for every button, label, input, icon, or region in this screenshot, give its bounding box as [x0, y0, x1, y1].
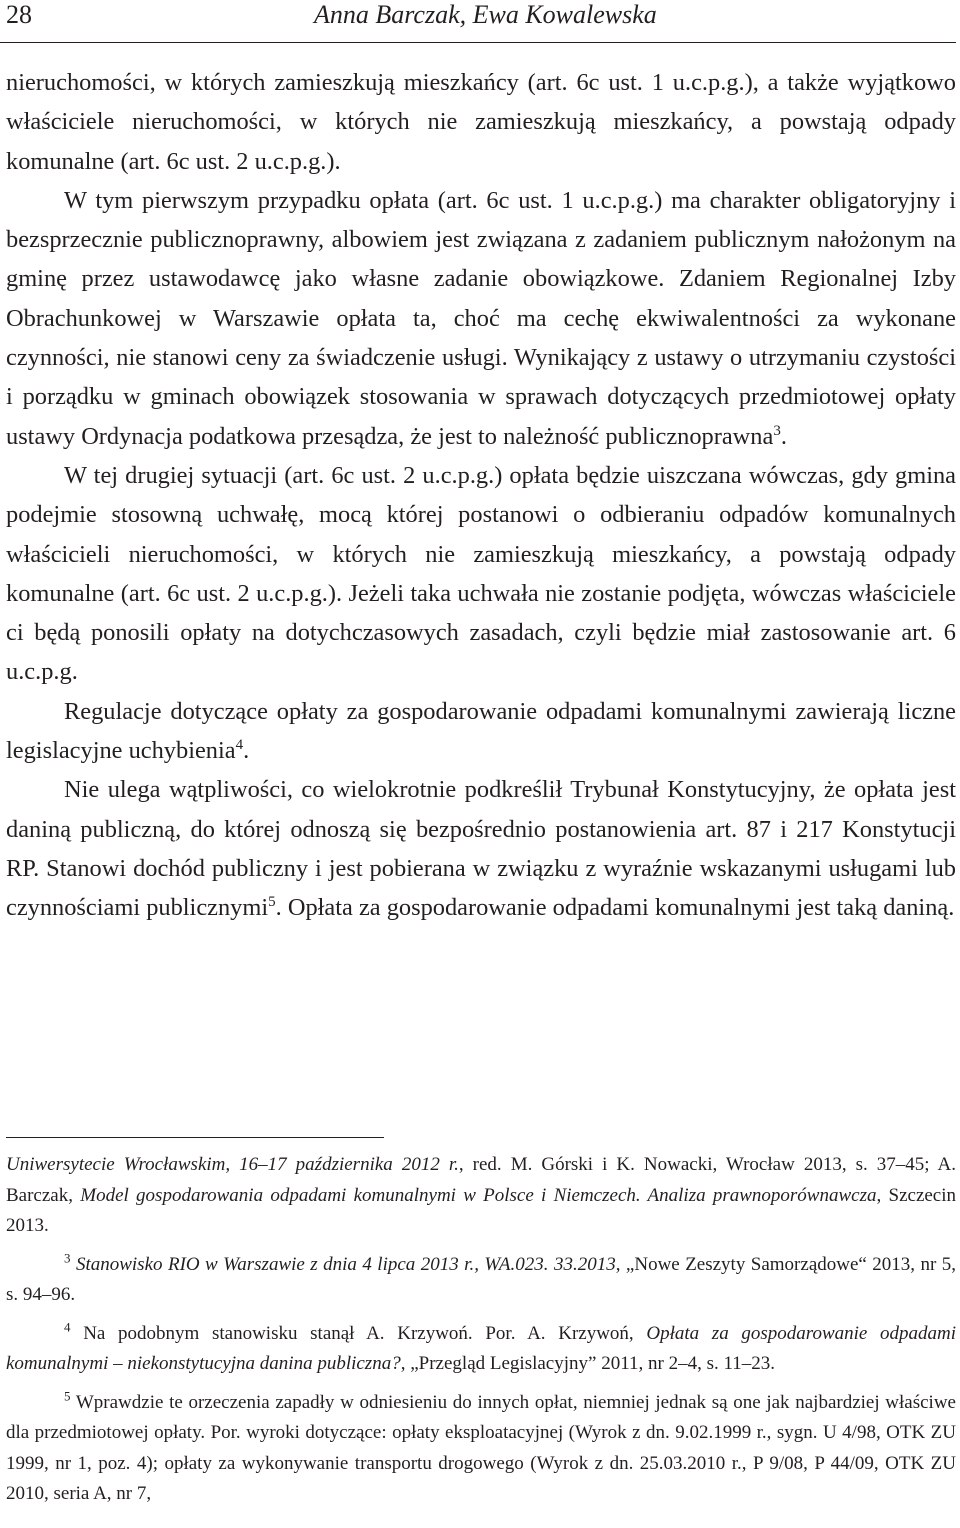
paragraph-2-text: W tym pierwszym przypadku opłata (art. 6c ust. 1 u.c.p.g.) ma charakter obligatoryjny i bezsprzecznie publicznoprawny, albowiem jest związana z zadaniem publicznym nałożonym na gminę przez ustawodawcę jako własne zadanie obowiązkowe. Zdaniem Regionalnej Izby Obrachunkowej w Warszawie opłata ta, choć ma cechę ekwiwalentności za wykonane czynności, nie stanowi ceny za świadczenie usługi. Wynikający z ustawy o utrzymaniu czystości i porządku w gminach obowiązek stosowania w sprawach dotyczących przedmiotowej opłaty ustawy Ordynacja podatkowa przesądza, że jest to należność publicznoprawna [6, 186, 956, 450]
paragraph-1-text: nieruchomości, w których zamieszkują mieszkańcy (art. 6c ust. 1 u.c.p.g.), a także wyjątkowo właściciele nieruchomości, w których nie zamieszkują mieszkańcy, a powstają odpady komunalne (art. 6c ust. 2 u.c.p.g.). [6, 69, 956, 175]
footnote-3-number: 3 [64, 1250, 71, 1266]
paragraph-5-text: Nie ulega wątpliwości, co wielokrotnie podkreślił Trybunał Konstytucyjny, że opłata jest daniną publiczną, do której odnoszą się bezpośrednio postanowienia art. 87 i 217 Konstytucji RP. Stanowi dochód publiczny i jest pobierana w związku z wyraźnie wskazanymi usługami lub czynnościami publicznymi [6, 776, 956, 922]
footnote-cont-text-2: , Szczecin 2013. [6, 1184, 957, 1236]
footnote-separator [6, 1137, 384, 1138]
paragraph-2 [6, 181, 956, 456]
footnote-3-italic: Stanowisko RIO w Warszawie z dnia 4 lipca 2013 r., WA.023. 33.2013 [75, 1253, 616, 1275]
main-text [6, 63, 956, 928]
page-number: 28 [6, 0, 32, 29]
footnote-continuation [6, 1150, 956, 1242]
footnote-4-number: 4 [64, 1319, 71, 1335]
footnote-4-italic: Opłata za gospodarowanie odpadami komunalnymi – niekonstytucyjna danina publiczna? [6, 1322, 957, 1374]
paragraph-3-text: W tej drugiej sytuacji (art. 6c ust. 2 u.c.p.g.) opłata będzie uiszczana wówczas, gdy gmina podejmie stosowną uchwałę, mocą której postanowi o odbieraniu odpadów komunalnych właścicieli nieruchomości, w których nie zamieszkują mieszkańcy, a powstają odpady komunalne (art. 6c ust. 2 u.c.p.g.). Jeżeli taka uchwała nie zostanie podjęta, wówczas właściciele ci będą ponosili opłaty na dotychczasowych zasadach, czyli będzie miał zastosowanie art. 6 u.c.p.g. [6, 461, 956, 686]
paragraph-2-end: . [780, 422, 787, 450]
footnote-5-number: 5 [64, 1388, 71, 1404]
footnotes [6, 1150, 956, 1510]
paragraph-4-text: Regulacje dotyczące opłaty za gospodarowanie odpadami komunalnymi zawierają liczne legislacyjne uchybienia [6, 697, 956, 765]
paragraph-4 [6, 692, 956, 771]
footnote-cont-text-1: , red. M. Górski i K. Nowacki, Wrocław 2013, s. 37–45; A. Barczak, [6, 1154, 956, 1206]
header-rule [0, 42, 956, 43]
paragraph-1 [6, 63, 956, 181]
paragraph-5 [6, 770, 956, 927]
footnote-4 [6, 1319, 956, 1380]
footnote-ref-4: 4 [235, 736, 244, 753]
footnote-cont-italic-2: Model gospodarowania odpadami komunalnymi w Polsce i Niemczech. Analiza prawnoporównawcza [80, 1184, 877, 1206]
footnote-5-text: Wprawdzie te orzeczenia zapadły w odniesieniu do innych opłat, niemniej jednak są one jak najbardziej właściwe dla przedmiotowej opłaty. Por. wyroki dotyczące: opłaty eksploatacyjnej (Wyrok z dn. 9.02.1999 r., sygn. U 4/98, OTK ZU 1999, nr 1, poz. 4); opłaty za wykonywanie transportu drogowego (Wyrok z dn. 25.03.2010 r., P 9/08, P 44/09, OTK ZU 2010, seria A, nr 7, [6, 1391, 956, 1504]
footnote-5 [6, 1388, 956, 1510]
running-head: Anna Barczak, Ewa Kowalewska [314, 0, 657, 29]
paragraph-3 [6, 456, 956, 692]
footnote-ref-3: 3 [773, 422, 781, 439]
footnote-4-text-1: Na podobnym stanowisku stanął A. Krzywoń. Por. A. Krzywoń, [83, 1322, 647, 1344]
footnote-4-text-2: , „Przegląd Legislacyjny” 2011, nr 2–4, s. 11–23. [400, 1353, 776, 1374]
footnote-3 [6, 1250, 956, 1311]
paragraph-4-end: . [243, 737, 250, 765]
page-header [0, 0, 960, 46]
footnote-ref-5: 5 [268, 894, 276, 911]
paragraph-5-end: . Opłata za gospodarowanie odpadami komunalnymi jest taką daniną. [275, 894, 955, 922]
footnote-3-text: , „Nowe Zeszyty Samorządowe“ 2013, nr 5, s. 94–96. [6, 1253, 957, 1305]
footnote-cont-italic-1: Uniwersytecie Wrocławskim, 16–17 października 2012 r. [6, 1154, 459, 1175]
